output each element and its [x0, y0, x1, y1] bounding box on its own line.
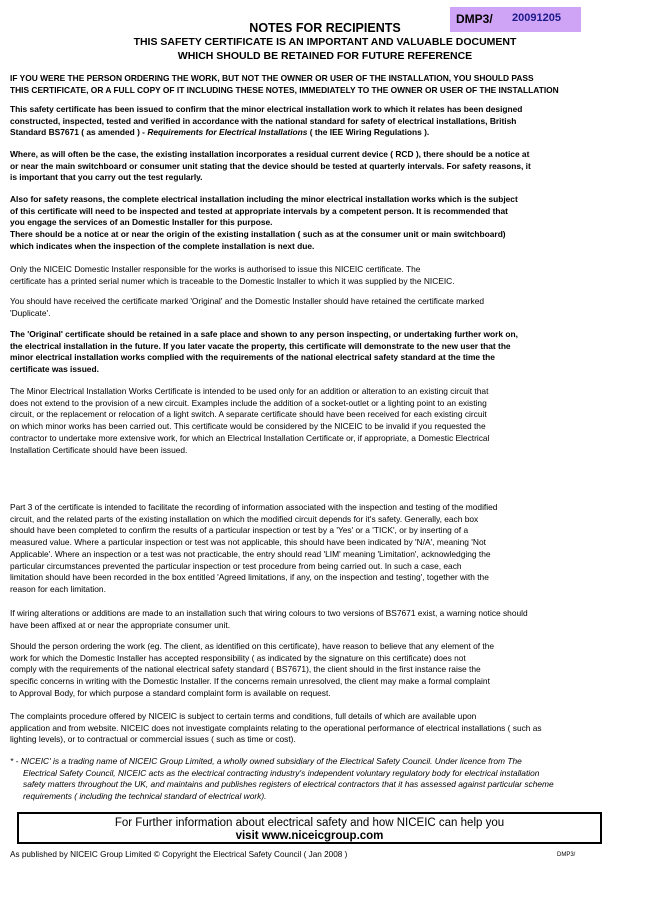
paragraph-inspection: Also for safety reasons, the complete electrical installation including the minor electrical installation works which is the subject of this certificate will need to be inspected and tested at appropriate intervals by a competent person. It is recommended that you engage the services of an Domestic Installer for this purpose. There should be a notice at or near the origin of the existing installation ( such as at the consumer unit or main switchboard) which indicates when the inspection of the complete installation is next due. [10, 194, 518, 251]
paragraph-original-duplicate: You should have received the certificate marked 'Original' and the Domestic Installer should have retained the certificate marked 'Duplicate'. [10, 296, 485, 318]
footnote-marker: * - [10, 756, 21, 766]
paragraph-wiring-colours: If wiring alterations or additions are made to an installation such that wiring colours to two versions of BS7671 exist, a warning notice should have been affixed at or near the appropriate consumer unit. [10, 608, 528, 630]
paragraph-authorisation: Only the NICEIC Domestic Installer responsible for the works is authorised to issue this NICEIC certificate. The certificate has a printed serial numer which is traceable to the Domestic Installer to which it was supplied by the NICEIC. [10, 264, 455, 286]
paragraph-complaints-procedure: The complaints procedure offered by NICEIC is subject to certain terms and conditions, full details of which are available upon application and from website. NICEIC does not investigate complaints relating to the operational performance of electrical installations ( such as lighting levels), or to contractual or commercial issues ( such as time or cost). [10, 711, 542, 745]
info-text: For Further information about electrical safety and how NICEIC can help you [114, 817, 505, 829]
website-link[interactable]: visit www.niceicgroup.com [235, 830, 384, 842]
footnote-niceic: * - NICEIC' is a trading name of NICEIC Group Limited, a wholly owned subsidiary of the Electrical Safety Council. Under licence from The Electrical Safety Council, NICEIC acts as the electrical contracting industry's independent voluntary regulatory body for electrical installation safety matters throughout the UK, and maintains and publishes registers of electrical contractors that it has assessed against particular scheme requirements ( including the technical standard of electrical work). [10, 756, 554, 802]
notice-pass-certificate: IF YOU WERE THE PERSON ORDERING THE WORK, BUT NOT THE OWNER OR USER OF THE INSTALLATION, YOU SHOULD PASS THIS CERTIFICATE, OR A FULL COPY OF IT INCLUDING THESE NOTES, IMMEDIATELY TO THE OWNER OR USER OF THE INSTALLATION [10, 73, 559, 95]
footer-form-code: DMP3/ [557, 852, 576, 858]
paragraph-rcd: Where, as will often be the case, the existing installation incorporates a residual current device ( RCD ), there should be a notice at or near the main switchboard or consumer unit stating that the device should be tested at quarterly intervals. For safety reasons, it is important that you carry out the test regularly. [10, 149, 531, 183]
paragraph-retain-original: The 'Original' certificate should be retained in a safe place and shown to any person inspecting, or undertaking further work on, the electrical installation in the future. If you later vacate the property, this certificate will demonstrate to the new user that the minor electrical installation works complied with the requirements of the national electrical safety standard at the time the certificate was issued. [10, 329, 518, 375]
subtitle-line-1: THIS SAFETY CERTIFICATE IS AN IMPORTANT AND VALUABLE DOCUMENT [133, 36, 517, 48]
paragraph-purpose: This safety certificate has been issued to confirm that the minor electrical installation work to which it relates has been designed constructed, inspected, tested and verified in accordance with the national standard for safety of electrical installations, British Standard BS7671 ( as amended ) - Requirements for Electrical Installations ( the IEE Wiring Regulations ). [10, 104, 523, 138]
paragraph-minor-works-scope: The Minor Electrical Installation Works Certificate is intended to be used only for an addition or alteration to an existing circuit that does not extend to the provision of a new circuit. Examples include the addition of a socket-outlet or a lighting point to an existing circuit, or the replacement or relocation of a light switch. A separate certificate should have been received for each existing circuit on which minor works has been carried out. This certificate would be considered by the NICEIC to be invalid if you requested the contractor to undertake more extensive work, for which an Electrical Installation Certificate or, if appropriate, a Domestic Electrical Installation Certificate should have been issued. [10, 386, 490, 455]
subtitle-line-2: WHICH SHOULD BE RETAINED FOR FUTURE REFERENCE [177, 50, 473, 62]
page-title: NOTES FOR RECIPIENTS [249, 21, 401, 35]
paragraph-part-3: Part 3 of the certificate is intended to facilitate the recording of information associated with the inspection and testing of the modified circuit, and the related parts of the existing installation on which the modified circuit depends for it's safety. Generally, each box should have been completed to confirm the results of a particular inspection or test by a 'Yes' or a 'TICK', or by inserting of a measured value. Where a particular inspection or test was not applicable, this should have been indicated by 'N/A', meaning 'Not Applicable'. Where an inspection or a test was not practicable, the entry should read 'LIM' meaning 'Limitation', acknowledging the particular circumstances prevented the particular inspection or test procedure from being carried out. In such a case, each limitation should have been recorded in the box entitled 'Agreed limitations, if any, on the inspection and testing', together with the reason for each limitation. [10, 502, 498, 594]
info-box [17, 812, 602, 844]
form-date: 20091205 [512, 12, 561, 24]
copyright-footer: As published by NICEIC Group Limited © Copyright the Electrical Safety Council ( Jan 2008 ) [10, 850, 348, 859]
paragraph-complaints-client: Should the person ordering the work (eg. The client, as identified on this certificate), have reason to believe that any element of the work for which the Domestic Installer has accepted responsibility ( as indicated by the signature on this certificate) does not comply with the requirements of the national electrical safety standard ( BS7671), the client should in the first instance raise the specific concerns in writing with the Domestic Installer. If the concerns remain unresolved, the client may make a formal complaint to Approval Body, for which purpose a standard complaint form is available on request. [10, 641, 495, 698]
form-code: DMP3/ [456, 12, 493, 26]
